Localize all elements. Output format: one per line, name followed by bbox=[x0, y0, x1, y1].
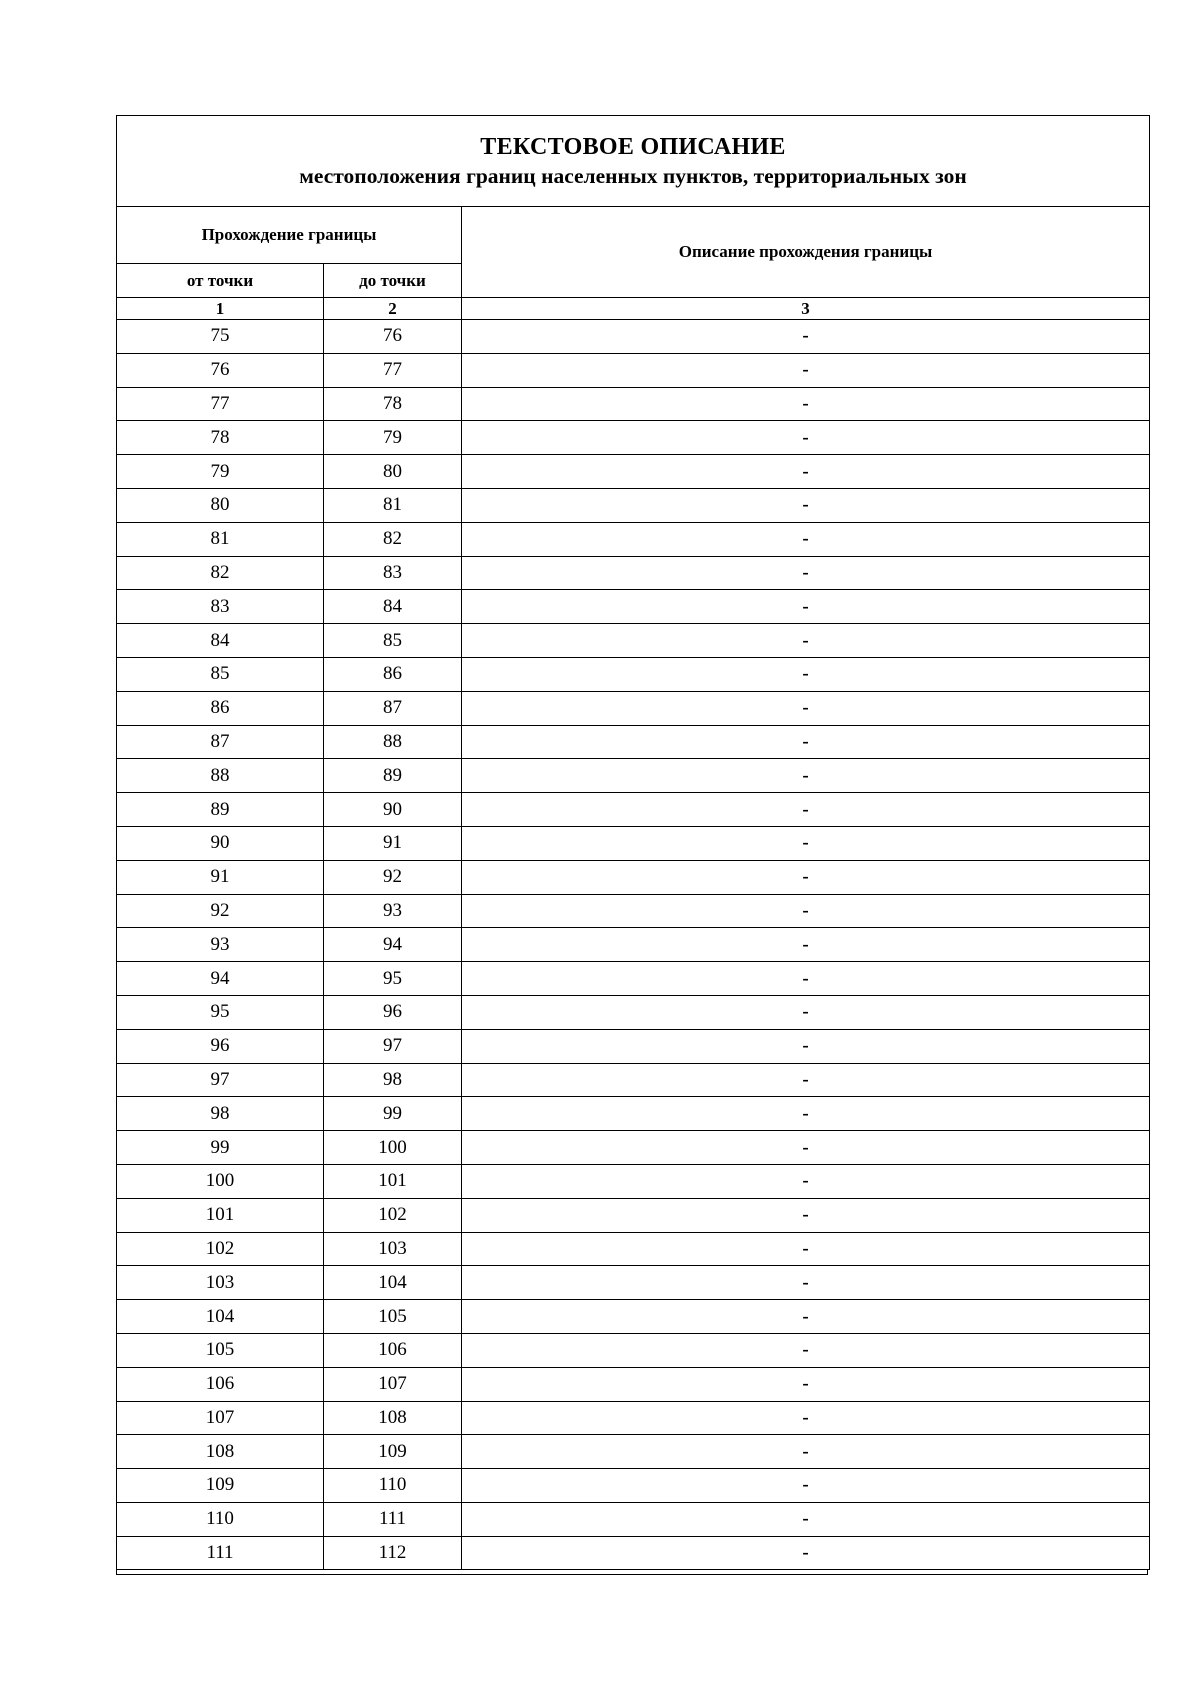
title-block bbox=[117, 116, 1150, 207]
cell-to-point: 82 bbox=[324, 522, 462, 556]
cell-to-point: 86 bbox=[324, 657, 462, 691]
table-row bbox=[117, 860, 1150, 894]
page-subtitle: местоположения границ населенных пунктов, территориальных зон bbox=[299, 164, 967, 188]
table-row bbox=[117, 995, 1150, 1029]
cell-to-point: 77 bbox=[324, 353, 462, 387]
table-row bbox=[117, 488, 1150, 522]
cell-description: - bbox=[462, 624, 1150, 658]
cell-to-point: 96 bbox=[324, 995, 462, 1029]
cell-from-point: 97 bbox=[117, 1063, 324, 1097]
cell-description: - bbox=[462, 826, 1150, 860]
cell-description: - bbox=[462, 1300, 1150, 1334]
table-row bbox=[117, 1164, 1150, 1198]
table-row bbox=[117, 725, 1150, 759]
cell-description: - bbox=[462, 962, 1150, 996]
table-row bbox=[117, 1469, 1150, 1503]
cell-from-point: 94 bbox=[117, 962, 324, 996]
cell-to-point: 97 bbox=[324, 1029, 462, 1063]
cell-to-point: 98 bbox=[324, 1063, 462, 1097]
cell-from-point: 99 bbox=[117, 1131, 324, 1165]
table-body bbox=[117, 320, 1150, 1570]
cell-to-point: 99 bbox=[324, 1097, 462, 1131]
table-row bbox=[117, 522, 1150, 556]
table-row bbox=[117, 421, 1150, 455]
cell-to-point: 79 bbox=[324, 421, 462, 455]
cell-from-point: 105 bbox=[117, 1333, 324, 1367]
cell-description: - bbox=[462, 1367, 1150, 1401]
column-number-2: 2 bbox=[324, 298, 462, 320]
cell-to-point: 87 bbox=[324, 691, 462, 725]
cell-description: - bbox=[462, 1131, 1150, 1165]
cell-to-point: 101 bbox=[324, 1164, 462, 1198]
cell-description: - bbox=[462, 1029, 1150, 1063]
cell-from-point: 100 bbox=[117, 1164, 324, 1198]
cell-to-point: 85 bbox=[324, 624, 462, 658]
table-row bbox=[117, 759, 1150, 793]
table-row bbox=[117, 1198, 1150, 1232]
cell-description: - bbox=[462, 353, 1150, 387]
cell-to-point: 108 bbox=[324, 1401, 462, 1435]
table-row bbox=[117, 1232, 1150, 1266]
cell-to-point: 88 bbox=[324, 725, 462, 759]
cell-from-point: 93 bbox=[117, 928, 324, 962]
table-row bbox=[117, 1401, 1150, 1435]
cell-to-point: 105 bbox=[324, 1300, 462, 1334]
table-row bbox=[117, 1435, 1150, 1469]
cell-from-point: 102 bbox=[117, 1232, 324, 1266]
cell-from-point: 89 bbox=[117, 793, 324, 827]
cell-from-point: 88 bbox=[117, 759, 324, 793]
table-row bbox=[117, 691, 1150, 725]
cell-from-point: 96 bbox=[117, 1029, 324, 1063]
cell-to-point: 100 bbox=[324, 1131, 462, 1165]
cell-description: - bbox=[462, 387, 1150, 421]
cell-to-point: 94 bbox=[324, 928, 462, 962]
cell-description: - bbox=[462, 1401, 1150, 1435]
cell-from-point: 77 bbox=[117, 387, 324, 421]
cell-from-point: 84 bbox=[117, 624, 324, 658]
table-row bbox=[117, 556, 1150, 590]
table-row bbox=[117, 657, 1150, 691]
cell-from-point: 91 bbox=[117, 860, 324, 894]
cell-to-point: 90 bbox=[324, 793, 462, 827]
cell-description: - bbox=[462, 725, 1150, 759]
cell-to-point: 104 bbox=[324, 1266, 462, 1300]
cell-description: - bbox=[462, 1097, 1150, 1131]
table-row bbox=[117, 624, 1150, 658]
cell-from-point: 80 bbox=[117, 488, 324, 522]
cell-to-point: 84 bbox=[324, 590, 462, 624]
table-row bbox=[117, 1097, 1150, 1131]
cell-from-point: 90 bbox=[117, 826, 324, 860]
cell-to-point: 76 bbox=[324, 320, 462, 354]
cell-description: - bbox=[462, 455, 1150, 489]
cell-description: - bbox=[462, 1232, 1150, 1266]
cell-description: - bbox=[462, 590, 1150, 624]
cell-to-point: 93 bbox=[324, 894, 462, 928]
page-title: ТЕКСТОВОЕ ОПИСАНИЕ bbox=[480, 134, 786, 160]
cell-description: - bbox=[462, 421, 1150, 455]
cell-to-point: 80 bbox=[324, 455, 462, 489]
cell-from-point: 110 bbox=[117, 1502, 324, 1536]
cell-from-point: 76 bbox=[117, 353, 324, 387]
cell-to-point: 103 bbox=[324, 1232, 462, 1266]
cell-description: - bbox=[462, 1536, 1150, 1570]
cell-description: - bbox=[462, 759, 1150, 793]
column-number-1: 1 bbox=[117, 298, 324, 320]
cell-from-point: 87 bbox=[117, 725, 324, 759]
cell-to-point: 95 bbox=[324, 962, 462, 996]
cell-to-point: 89 bbox=[324, 759, 462, 793]
cell-to-point: 112 bbox=[324, 1536, 462, 1570]
cell-to-point: 109 bbox=[324, 1435, 462, 1469]
cell-description: - bbox=[462, 522, 1150, 556]
cell-from-point: 107 bbox=[117, 1401, 324, 1435]
cell-to-point: 111 bbox=[324, 1502, 462, 1536]
cell-from-point: 79 bbox=[117, 455, 324, 489]
cell-description: - bbox=[462, 1333, 1150, 1367]
cell-from-point: 75 bbox=[117, 320, 324, 354]
table-row bbox=[117, 320, 1150, 354]
cell-to-point: 78 bbox=[324, 387, 462, 421]
cell-from-point: 98 bbox=[117, 1097, 324, 1131]
cell-description: - bbox=[462, 1164, 1150, 1198]
cell-description: - bbox=[462, 657, 1150, 691]
table-row bbox=[117, 1029, 1150, 1063]
cell-description: - bbox=[462, 928, 1150, 962]
document-page bbox=[116, 115, 1149, 1575]
table-row bbox=[117, 928, 1150, 962]
cell-description: - bbox=[462, 1266, 1150, 1300]
header-to-point: до точки bbox=[324, 264, 462, 298]
table-row bbox=[117, 1063, 1150, 1097]
cell-from-point: 101 bbox=[117, 1198, 324, 1232]
cell-description: - bbox=[462, 1469, 1150, 1503]
cell-to-point: 110 bbox=[324, 1469, 462, 1503]
cell-to-point: 91 bbox=[324, 826, 462, 860]
cell-to-point: 92 bbox=[324, 860, 462, 894]
header-boundary-passage: Прохождение границы bbox=[117, 207, 462, 264]
cell-to-point: 106 bbox=[324, 1333, 462, 1367]
table-row bbox=[117, 1367, 1150, 1401]
cell-from-point: 106 bbox=[117, 1367, 324, 1401]
cell-description: - bbox=[462, 488, 1150, 522]
cell-description: - bbox=[462, 860, 1150, 894]
cell-to-point: 107 bbox=[324, 1367, 462, 1401]
cell-from-point: 85 bbox=[117, 657, 324, 691]
cell-from-point: 104 bbox=[117, 1300, 324, 1334]
table-row bbox=[117, 962, 1150, 996]
table-row bbox=[117, 1333, 1150, 1367]
cell-to-point: 102 bbox=[324, 1198, 462, 1232]
cell-description: - bbox=[462, 995, 1150, 1029]
table-row bbox=[117, 353, 1150, 387]
cell-from-point: 92 bbox=[117, 894, 324, 928]
table-row bbox=[117, 793, 1150, 827]
cell-from-point: 108 bbox=[117, 1435, 324, 1469]
cell-description: - bbox=[462, 1435, 1150, 1469]
table-row bbox=[117, 1300, 1150, 1334]
table-bottom-rule bbox=[116, 1570, 1148, 1575]
cell-to-point: 83 bbox=[324, 556, 462, 590]
cell-description: - bbox=[462, 1063, 1150, 1097]
cell-description: - bbox=[462, 320, 1150, 354]
table-row bbox=[117, 1131, 1150, 1165]
cell-description: - bbox=[462, 894, 1150, 928]
table-row bbox=[117, 590, 1150, 624]
cell-description: - bbox=[462, 1198, 1150, 1232]
boundary-description-table bbox=[116, 115, 1150, 1570]
cell-from-point: 95 bbox=[117, 995, 324, 1029]
table-row bbox=[117, 1266, 1150, 1300]
cell-from-point: 109 bbox=[117, 1469, 324, 1503]
cell-description: - bbox=[462, 691, 1150, 725]
cell-description: - bbox=[462, 556, 1150, 590]
table-row bbox=[117, 1502, 1150, 1536]
cell-from-point: 103 bbox=[117, 1266, 324, 1300]
header-description: Описание прохождения границы bbox=[462, 207, 1150, 298]
cell-from-point: 111 bbox=[117, 1536, 324, 1570]
table-row bbox=[117, 1536, 1150, 1570]
table-row bbox=[117, 826, 1150, 860]
table-row bbox=[117, 894, 1150, 928]
cell-description: - bbox=[462, 793, 1150, 827]
cell-description: - bbox=[462, 1502, 1150, 1536]
header-from-point: от точки bbox=[117, 264, 324, 298]
table-row bbox=[117, 455, 1150, 489]
cell-from-point: 78 bbox=[117, 421, 324, 455]
table-row bbox=[117, 387, 1150, 421]
cell-from-point: 86 bbox=[117, 691, 324, 725]
cell-to-point: 81 bbox=[324, 488, 462, 522]
cell-from-point: 82 bbox=[117, 556, 324, 590]
cell-from-point: 83 bbox=[117, 590, 324, 624]
cell-from-point: 81 bbox=[117, 522, 324, 556]
column-number-3: 3 bbox=[462, 298, 1150, 320]
